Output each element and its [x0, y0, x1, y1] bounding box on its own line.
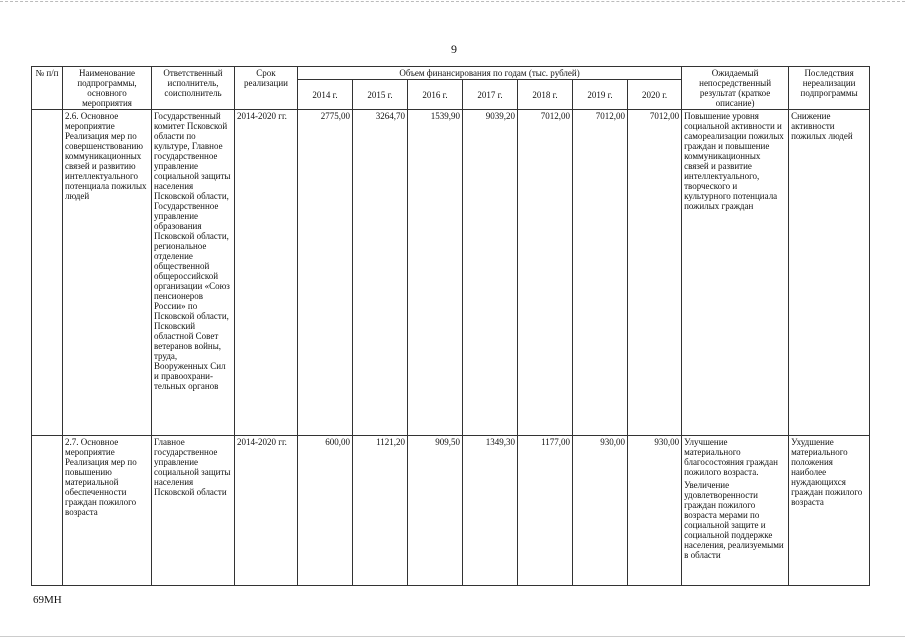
header-funding: Объем финансирования по годам (тыс. рублей)	[298, 67, 682, 80]
header-result: Ожидаемый непосредственный результат (краткое описание)	[682, 67, 789, 110]
row-term: 2014-2020 гг.	[235, 110, 298, 436]
table-row	[32, 110, 870, 436]
header-year: 2016 г.	[408, 80, 463, 110]
row-responsible: Главное государственное управление социальной защиты населения Псковской области	[152, 436, 235, 586]
row-result-text: Увеличение удовлетворенности граждан пожилого возраста мерами по социальной защите и социальной поддержке населения, реализуемыми в области	[684, 480, 784, 560]
row-consequences: Ухудшение материального положения наиболее нуждающихся граждан пожилого возраста	[789, 436, 870, 586]
row-term: 2014-2020 гг.	[235, 436, 298, 586]
row-value: 7012,00	[573, 110, 628, 436]
header-year: 2019 г.	[573, 80, 628, 110]
header-row-top	[32, 67, 870, 80]
row-result-text: Улучшение материального благосостояния граждан пожилого возраста.	[684, 437, 778, 477]
row-value: 909,50	[408, 436, 463, 586]
header-year: 2018 г.	[518, 80, 573, 110]
table-row	[32, 436, 870, 586]
scan-edge-bottom	[0, 636, 905, 637]
row-value: 2775,00	[298, 110, 353, 436]
row-value: 7012,00	[628, 110, 682, 436]
funding-table	[31, 66, 870, 586]
footer-code: 69МН	[33, 594, 62, 606]
row-value: 600,00	[298, 436, 353, 586]
row-result	[682, 110, 789, 436]
row-consequences: Снижение активности пожилых людей	[789, 110, 870, 436]
row-responsible: Государственный комитет Псковской области по культуре, Главное государственное управление социальной защиты населения Псковской области, Государственное управление образования Псковской области, региональное отделение общественной общероссийской организации «Союз пенсионеров России» по Псковской области, Псковский областной Совет ветеранов войны, труда, Вооруженных Сил и правоохрани-тельных органов	[152, 110, 235, 436]
row-value: 1121,20	[353, 436, 408, 586]
row-result-text: Повышение уровня социальной активности и самореализации пожилых граждан и повышение коммуникационных связей и развитие интеллектуального, творческого и культурного потенциала пожилых граждан	[684, 111, 784, 211]
row-value: 9039,20	[463, 110, 518, 436]
row-num	[32, 110, 63, 436]
scan-edge-top	[0, 1, 905, 2]
header-year: 2014 г.	[298, 80, 353, 110]
row-value: 1177,00	[518, 436, 573, 586]
header-term: Срок реализации	[235, 67, 298, 110]
row-result	[682, 436, 789, 586]
row-value: 7012,00	[518, 110, 573, 436]
header-year: 2020 г.	[628, 80, 682, 110]
row-value: 3264,70	[353, 110, 408, 436]
row-value: 1539,90	[408, 110, 463, 436]
header-year: 2015 г.	[353, 80, 408, 110]
header-consequences: Последствия нереализации подпрограммы	[789, 67, 870, 110]
row-num	[32, 436, 63, 586]
header-responsible: Ответственный исполнитель, соисполнитель	[152, 67, 235, 110]
row-value: 1349,30	[463, 436, 518, 586]
header-year: 2017 г.	[463, 80, 518, 110]
header-num: № п/п	[32, 67, 63, 110]
row-name: 2.7. Основное мероприятие Реализация мер по повышению материальной обеспеченности граждан пожилого возраста	[63, 436, 152, 586]
row-value: 930,00	[573, 436, 628, 586]
row-name: 2.6. Основное мероприятие Реализация мер по совершенствованию коммуникационных связей и развитию интеллектуального потенциала пожилых людей	[63, 110, 152, 436]
header-name: Наименование подпрограммы, основного мероприятия	[63, 67, 152, 110]
row-value: 930,00	[628, 436, 682, 586]
page-number: 9	[451, 42, 457, 56]
